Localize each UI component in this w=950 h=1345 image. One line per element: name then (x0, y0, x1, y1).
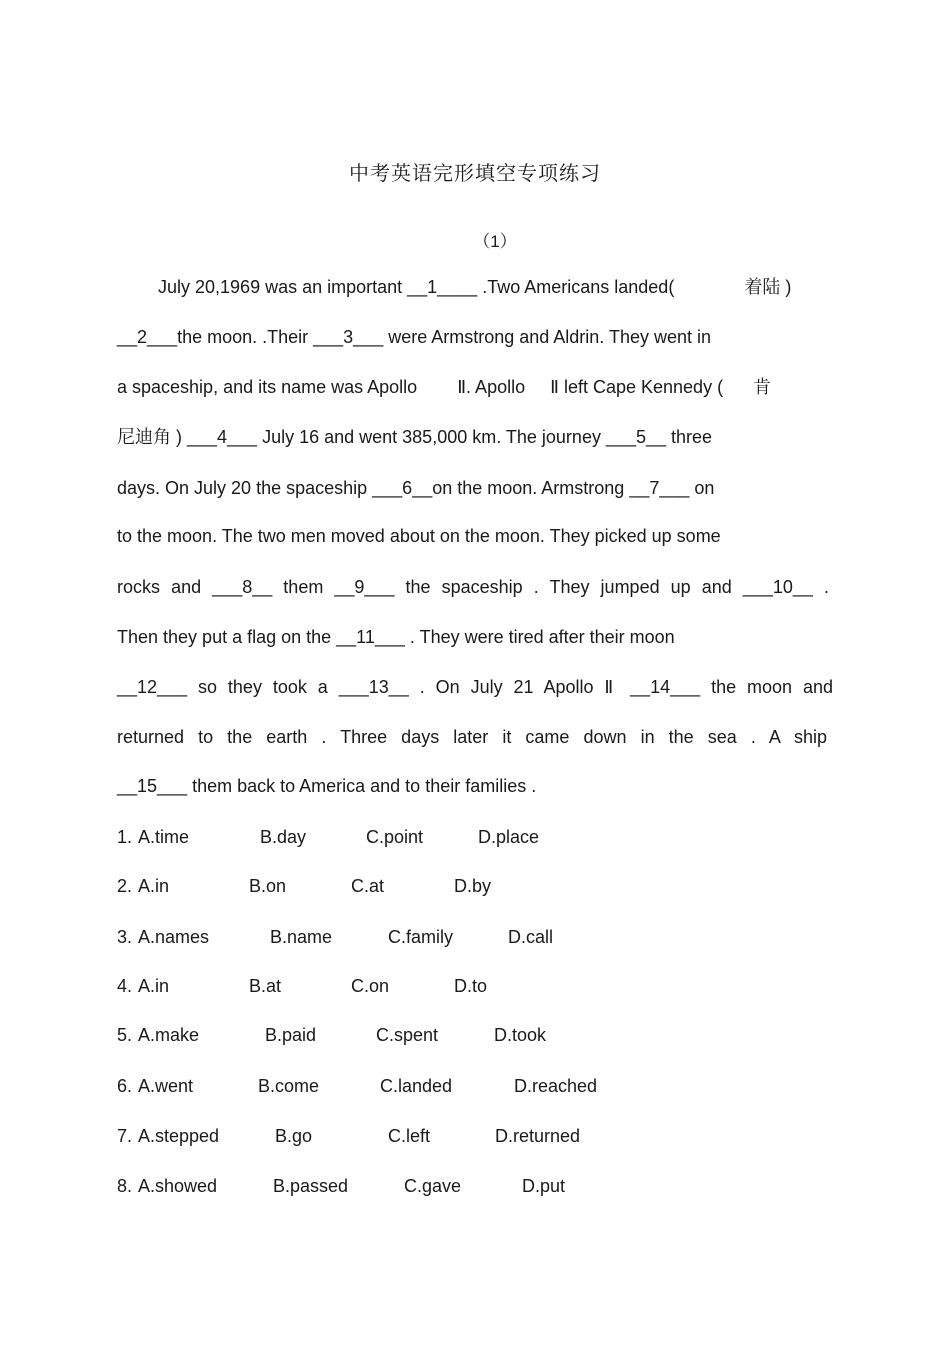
question-number: 4. (117, 976, 133, 996)
question-number: 3. (117, 927, 133, 947)
question-number: 5. (117, 1025, 133, 1045)
passage-line: __12___ so they took a ___13__ . On July 21 Apollo Ⅱ __14___ the moon and (117, 677, 833, 697)
option-d: D.put (522, 1176, 566, 1196)
option-b: B.at (249, 976, 282, 996)
passage-line: to the moon. The two men moved about on the moon. They picked up some (117, 526, 721, 546)
option-c: C.point (366, 827, 424, 847)
question-number: 7. (117, 1126, 133, 1146)
option-a: A.names (138, 927, 210, 947)
option-a: A.in (138, 976, 170, 996)
option-b: B.name (270, 927, 333, 947)
question-number: 2. (117, 876, 133, 896)
passage-line: days. On July 20 the spaceship ___6__on the moon. Armstrong __7___ on (117, 478, 715, 498)
option-c: C.at (351, 876, 385, 896)
option-a: A.make (138, 1025, 200, 1045)
question-number: 1. (117, 827, 133, 847)
option-a: A.showed (138, 1176, 218, 1196)
passage-line: Then they put a flag on the __11___ . They were tired after their moon (117, 627, 675, 647)
passage-line: __15___ them back to America and to their families . (117, 776, 537, 796)
option-c: C.on (351, 976, 390, 996)
option-c: C.spent (376, 1025, 439, 1045)
passage-line: rocks and ___8__ them __9___ the spaceship . They jumped up and ___10__ . (117, 577, 829, 597)
option-a: A.went (138, 1076, 194, 1096)
option-b: B.come (258, 1076, 320, 1096)
option-b: B.passed (273, 1176, 349, 1196)
passage-line: 尼迪角 ) ___4___ July 16 and went 385,000 km. The journey ___5__ three (117, 427, 713, 447)
option-a: A.in (138, 876, 170, 896)
option-a: A.stepped (138, 1126, 220, 1146)
option-d: D.returned (495, 1126, 581, 1146)
option-a: A.time (138, 827, 190, 847)
option-d: D.by (454, 876, 492, 896)
option-b: B.paid (265, 1025, 317, 1045)
question-number: 8. (117, 1176, 133, 1196)
option-b: B.go (275, 1126, 313, 1146)
option-c: C.landed (380, 1076, 453, 1096)
option-b: B.day (260, 827, 307, 847)
passage-line: __2___the moon. .Their ___3___ were Armstrong and Aldrin. They went in (117, 327, 712, 347)
passage-line: a spaceship, and its name was Apollo Ⅱ. Apollo Ⅱ left Cape Kennedy ( 肯 (117, 377, 772, 397)
option-b: B.on (249, 876, 287, 896)
option-d: D.reached (514, 1076, 598, 1096)
option-c: C.gave (404, 1176, 462, 1196)
section-number: （1） (473, 232, 517, 251)
option-d: D.took (494, 1025, 547, 1045)
page-title: 中考英语完形填空专项练习 (349, 161, 601, 185)
question-number: 6. (117, 1076, 133, 1096)
passage-line: July 20,1969 was an important __1____ .Two Americans landed( 着陆 ) (158, 277, 792, 297)
option-d: D.to (454, 976, 488, 996)
option-d: D.place (478, 827, 540, 847)
passage-line: returned to the earth . Three days later it came down in the sea . A ship (117, 727, 827, 747)
option-c: C.left (388, 1126, 431, 1146)
option-d: D.call (508, 927, 554, 947)
option-c: C.family (388, 927, 454, 947)
